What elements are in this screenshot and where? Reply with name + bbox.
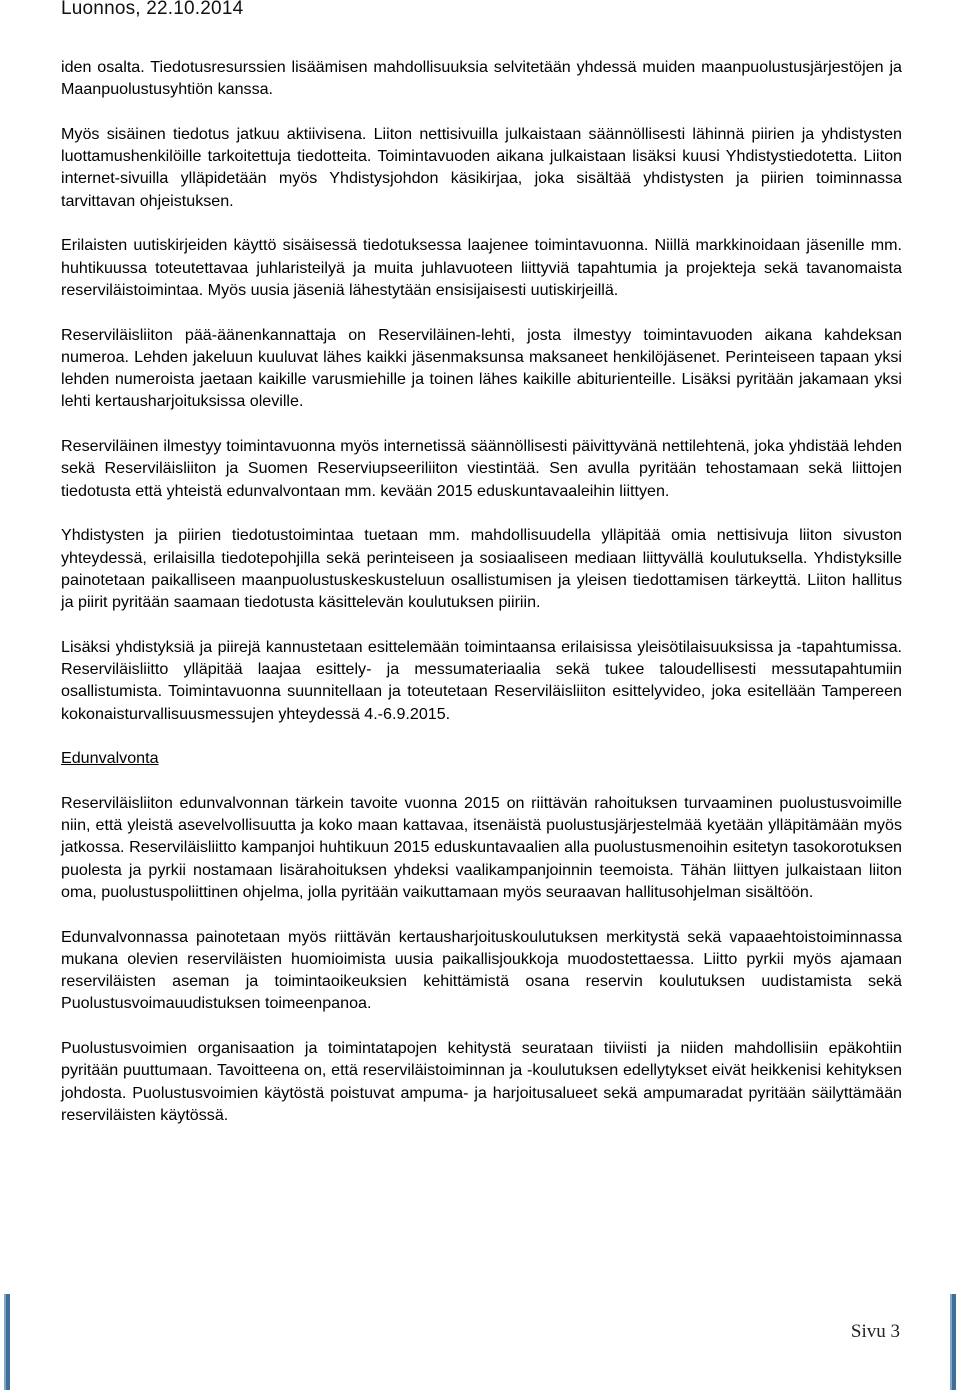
paragraph: Myös sisäinen tiedotus jatkuu aktiivisena. Liiton nettisivuilla julkaistaan säännöllisesti lähinnä piirien ja yhdistysten luottamushenkilöille tarkoitettuja tiedotteita. Toimintavuoden aikana julkaistaan lisäksi kuusi Yhdistystiedotetta. Liiton internet-sivuilla ylläpidetään myös Yhdistysjohdon käsikirjaa, joka sisältää yhdistysten ja piirien toiminnassa tarvittavan ohjeistuksen. bbox=[61, 124, 902, 210]
paragraph: iden osalta. Tiedotusresurssien lisäämisen mahdollisuuksia selvitetään yhdessä muiden maanpuolustusjärjestöjen ja Maanpuolustusyhtiön kanssa. bbox=[61, 58, 902, 99]
paragraph: Erilaisten uutiskirjeiden käyttö sisäisessä tiedotuksessa laajenee toimintavuonna. Niillä markkinoidaan jäsenille mm. huhtikuussa toteutettavaa juhlaristeilyä ja muita juhlavuoteen liittyviä tapahtumia ja projekteja sekä tavanomaista reserviläistoimintaa. Myös uusia jäseniä lähestytään ensisijaisesti uutiskirjeillä. bbox=[61, 236, 902, 299]
footer-decorative-bar-left bbox=[4, 1294, 10, 1390]
document-header-title: Luonnos, 22.10.2014 bbox=[61, 0, 244, 19]
section-heading: Edunvalvonta bbox=[61, 749, 159, 768]
paragraph: Reserviläinen ilmestyy toimintavuonna myös internetissä säännöllisesti päivittyvänä nettilehtenä, joka yhdistää lehden sekä Reserviläisliiton ja Suomen Reserviupseeriliiton viestintää. Sen avulla pyritään tehostamaan sekä liittojen tiedotusta että yhteistä edunvalvontaan mm. kevään 2015 eduskuntavaaleihin liittyen. bbox=[61, 437, 902, 500]
paragraph: Edunvalvonnassa painotetaan myös riittävän kertausharjoituskoulutuksen merkitystä sekä vapaaehtoistoiminnassa mukana olevien reserviläisten huomioimista uusia paikallisjoukkoja muodostettaessa. Liitto pyrkii myös ajamaan reserviläisten aseman ja toimintaoikeuksien kehittämistä osana reservin koulutuksen uudistamista sekä Puolustusvoimauudistuksen toimeenpanoa. bbox=[61, 927, 902, 1013]
paragraph: Reserviläisliiton edunvalvonnan tärkein tavoite vuonna 2015 on riittävän rahoituksen turvaaminen puolustusvoimille niin, että yleistä asevelvollisuutta ja koko maan kattavaa, itsenäistä puolustusjärjestelmää kyetään ylläpitämään myös jatkossa. Reserviläisliitto kampanjoi huhtikuun 2015 eduskuntavaalien alla puolustusmenoihin esitetyn tasokorotuksen puolesta ja pyrkii nostamaan lisärahoituksen yhdeksi vaalikampanjoinnin teemoista. Tähän liittyen julkaistaan liiton oma, puolustuspoliittinen ohjelma, jolla pyritään vaikuttamaan myös seuraavan hallitusohjelman sisältöön. bbox=[61, 793, 902, 901]
paragraph: Lisäksi yhdistyksiä ja piirejä kannustetaan esittelemään toimintaansa erilaisissa yleisötilaisuuksissa ja -tapahtumissa. Reserviläisliitto ylläpitää laajaa esittely- ja messumateriaalia sekä tukee taloudellisesti messutapahtumiin osallistumista. Toimintavuonna suunnitellaan ja toteutetaan Reserviläisliiton esittelyvideo, joka esitellään Tampereen kokonaisturvallisuusmessujen yhteydessä 4.-6.9.2015. bbox=[61, 637, 902, 723]
paragraph: Reserviläisliiton pää-äänenkannattaja on Reserviläinen-lehti, josta ilmestyy toimintavuoden aikana kahdeksan numeroa. Lehden jakeluun kuuluvat lähes kaikki jäsenmaksunsa maksaneet henkilöjäsenet. Perinteiseen tapaan yksi lehden numeroista jaetaan kaikille varusmiehille ja toinen lähes kaikille abiturienteille. Lisäksi pyritään jakamaan yksi lehti kertausharjoituksissa oleville. bbox=[61, 325, 902, 411]
page-number: Sivu 3 bbox=[850, 1321, 900, 1342]
footer-decorative-bar-right bbox=[950, 1294, 956, 1390]
document-body bbox=[61, 56, 902, 1149]
paragraph: Puolustusvoimien organisaation ja toimintatapojen kehitystä seurataan tiiviisti ja niiden mahdollisiin epäkohtiin pyritään puuttumaan. Tavoitteena on, että reserviläistoiminnan ja -koulutuksen edellytykset eivät heikkenisi kehityksen johdosta. Puolustusvoimien käytöstä poistuvat ampuma- ja harjoitusalueet sekä ampumaradat pyritään säilyttämään reserviläisten käytössä. bbox=[61, 1039, 902, 1124]
paragraph: Yhdistysten ja piirien tiedotustoimintaa tuetaan mm. mahdollisuudella ylläpitää omia nettisivuja liiton sivuston yhteydessä, erilaisilla tiedotepohjilla sekä perinteiseen ja sosiaaliseen mediaan liittyvällä koulutuksella. Yhdistyksille painotetaan paikalliseen maanpuolustuskeskusteluun osallistumisen ja yleisen tiedottamisen tärkeyttä. Liiton hallitus ja piirit pyritään saamaan tiedotusta käsittelevän koulutuksen piiriin. bbox=[61, 526, 902, 612]
